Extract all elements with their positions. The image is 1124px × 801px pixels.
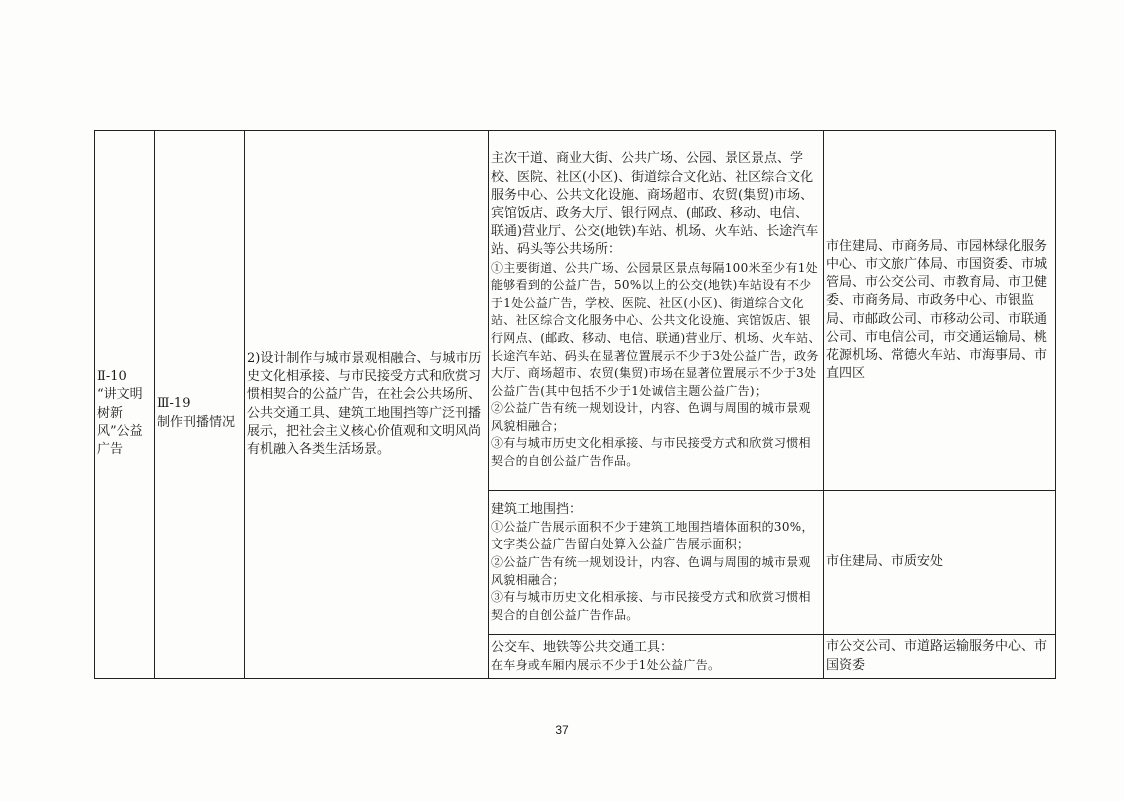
criteria-cell-public-places [489,131,824,491]
departments-text: 市住建局、市质安处 [826,554,944,570]
requirement-cell [245,131,489,679]
criteria-cell-transit [489,635,824,679]
departments-text: 市公交公司、市道路运输服务中心、市国资委 [826,639,1048,673]
departments-cell-construction [824,491,1056,635]
requirement-text: 2)设计制作与城市景观相融合、与城市历史文化相承接、与市民接受方式和欣赏习惯相契合的公益广告，在社会公共场所、公共交通工具、建筑工地围挡等广泛刊播展示，把社会主义核心价值观和文明风尚有机融入各类生活场景。 [247,350,482,457]
departments-text: 市住建局、市商务局、市园林绿化服务中心、市文旅广体局、市国资委、市城管局、市公交公司、市教育局、市卫健委、市商务局、市政务中心、市银监局、市邮政公司、市移动公司、市联通公司、市电信公司，市交通运输局、桃花源机场、常德火车站、市海事局、市直四区 [826,238,1048,382]
level2-indicator: Ⅱ-10 “讲文明树新风”公益广告 [97,369,143,457]
departments-cell-public-places [824,131,1056,491]
criteria-item: ①公益广告展示面积不少于建筑工地围挡墙体面积的30%，文字类公益广告留白处算入公益广告展示面积； [491,519,814,552]
criteria-item: ②公益广告有统一规划设计，内容、色调与周围的城市景观风貌相融合； [491,555,811,587]
criteria-cell-construction [489,491,824,635]
criteria-item: ③有与城市历史文化相承接、与市民接受方式和欣赏习惯相契合的自创公益广告作品。 [491,436,811,469]
page-number: 37 [555,723,569,737]
criteria-heading: 建筑工地围挡： [491,501,583,517]
criteria-item: ①主要街道、公共广场、公园景区景点每隔100米至少有1处能够看到的公益广告，50%以上的公交(地铁)车站设有不少于1处公益广告，学校、医院、社区(小区)、街道综合文化站、社区综合文化服务中心、公共文化设施、宾馆饭店、银行网点、(邮政、移动、电信、联通)营业厅、机场、火车站、长途汽车站、码头在显著位置展示不少于3处公益广告，政务大厅、商场超市、农贸(集贸)市场在显著位置展示不少于3处公益广告(其中包括不少于1处诚信主题公益广告)； [491,260,821,398]
criteria-item: ②公益广告有统一规划设计，内容、色调与周围的城市景观风貌相融合； [491,401,811,433]
criteria-heading: 主次干道、商业大街、公共广场、公园、景区景点、学校、医院、社区(小区)、街道综合文化站、社区综合文化服务中心、公共文化设施、商场超市、农贸(集贸)市场、宾馆饭店、政务大厅、银行网点、(邮政、移动、电信、联通)营业厅、公交(地铁)车站、机场、火车站、长途汽车站、码头等公共场所： [491,151,819,258]
criteria-item: ③有与城市历史文化相承接、与市民接受方式和欣赏习惯相契合的自创公益广告作品。 [491,590,811,622]
criteria-item: 在车身或车厢内展示不少于1处公益广告。 [491,657,721,672]
criteria-heading: 公交车、地铁等公共交通工具： [491,639,674,655]
level3-indicator-cell [155,131,245,679]
level3-indicator: Ⅲ-19 制作刊播情况 [157,396,236,430]
level2-indicator-cell [95,131,155,679]
assessment-table [94,130,1056,679]
departments-cell-transit [824,635,1056,679]
